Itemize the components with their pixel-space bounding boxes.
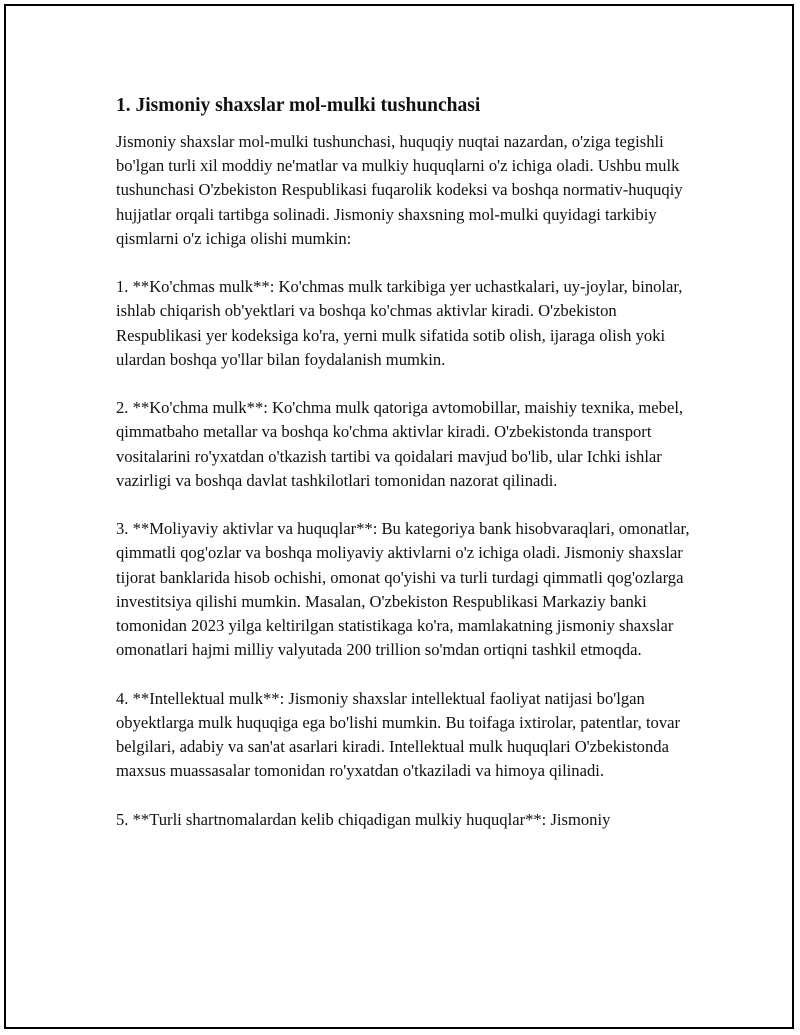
- paragraph-financial-assets: 3. **Moliyaviy aktivlar va huquqlar**: Bu kategoriya bank hisobvaraqlari, omonatlar, qimmatli qog'ozlar va boshqa moliyaviy aktivlarni o'z ichiga oladi. Jismoniy shaxslar tijorat banklarida hisob ochishi, omonat qo'yishi va turli turdagi qimmatli qog'ozlarga investitsiya qilishi mumkin. Masalan, O'zbekiston Respublikasi Markaziy banki tomonidan 2023 yilga keltirilgan statistikaga ko'ra, mamlakatning jismoniy shaxslar omonatlari hajmi milliy valyutada 200 trillion so'mdan ortiqni tashkil etmoqda.: [116, 519, 690, 660]
- paragraph-contract-rights: 5. **Turli shartnomalardan kelib chiqadigan mulkiy huquqlar**: Jismoniy: [116, 809, 611, 829]
- paragraph-immovable-property: 1. **Ko'chmas mulk**: Ko'chmas mulk tarkibiga yer uchastkalari, uy-joylar, binolar, ishlab chiqarish ob'yektlari va boshqa ko'chmas aktivlar kiradi. O'zbekiston Respublikasi yer kodeksiga ko'ra, yerni mulk sifatida sotib olish, ijaraga olish yoki ulardan boshqa yo'llar bilan foydalanish mumkin.: [116, 277, 683, 369]
- paragraph-movable-property: 2. **Ko'chma mulk**: Ko'chma mulk qatoriga avtomobillar, maishiy texnika, mebel, qimmatbaho metallar va boshqa ko'chma aktivlar kiradi. O'zbekistonda transport vositalarini ro'yxatdan o'tkazish tartibi va qoidalari mavjud bo'lib, ular Ichki ishlar vazirligi va boshqa davlat tashkilotlari tomonidan nazorat qilinadi.: [116, 398, 684, 490]
- section-heading: 1. Jismoniy shaxslar mol-mulki tushunchasi: [116, 95, 481, 116]
- intro-paragraph: Jismoniy shaxslar mol-mulki tushunchasi, huquqiy nuqtai nazardan, o'ziga tegishli bo'lgan turli xil moddiy ne'matlar va mulkiy huquqlarni o'z ichiga oladi. Ushbu mulk tushunchasi O'zbekiston Respublikasi fuqarolik kodeksi va boshqa normativ-huquqiy hujjatlar orqali tartibga solinadi. Jismoniy shaxsning mol-mulki quyidagi tarkibiy qismlarni o'z ichiga olishi mumkin:: [116, 132, 683, 248]
- document-body: [116, 92, 692, 856]
- paragraph-intellectual-property: 4. **Intellektual mulk**: Jismoniy shaxslar intellektual faoliyat natijasi bo'lgan obyektlarga mulk huquqiga ega bo'lishi mumkin. Bu toifaga ixtirolar, patentlar, tovar belgilari, adabiy va san'at asarlari kiradi. Intellektual mulk huquqlari O'zbekistonda maxsus muassasalar tomonidan ro'yxatdan o'tkaziladi va himoya qilinadi.: [116, 688, 681, 781]
